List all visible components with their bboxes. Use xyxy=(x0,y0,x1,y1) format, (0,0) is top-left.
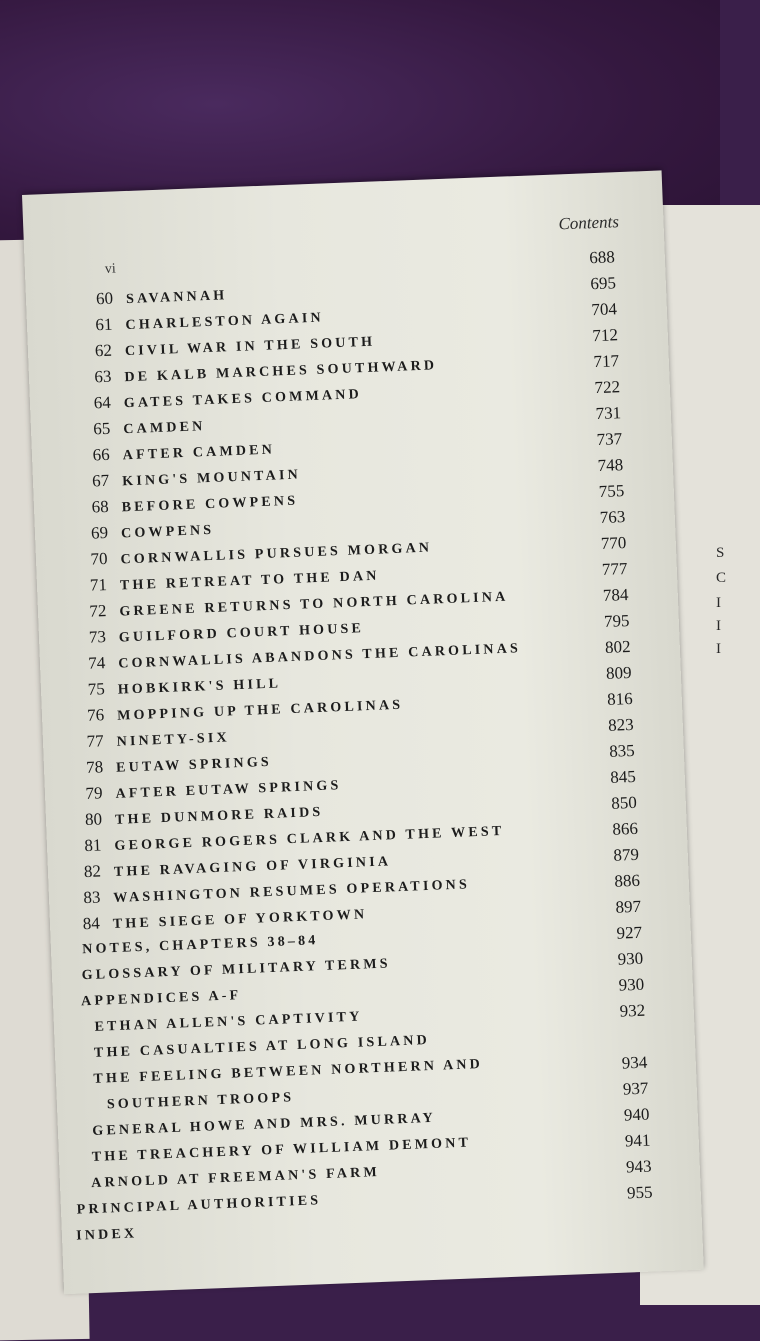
chapter-title: GATES TAKES COMMAND xyxy=(123,387,363,412)
chapter-number: 82 xyxy=(83,861,102,882)
toc-page-number: 802 xyxy=(604,636,631,657)
toc-page-number: 937 xyxy=(622,1078,649,1099)
chapter-title: NINETY-SIX xyxy=(116,730,231,750)
toc-page-number: 927 xyxy=(616,922,643,943)
toc-page-number: 784 xyxy=(602,585,629,605)
chapter-title: GUILFORD COURT HOUSE xyxy=(118,621,365,646)
page-number: vi xyxy=(104,261,117,277)
chapter-number: 68 xyxy=(91,496,109,517)
chapter-number: 74 xyxy=(87,653,106,673)
toc-page-number: 943 xyxy=(625,1156,652,1177)
toc-entry xyxy=(93,415,206,439)
toc-entry xyxy=(107,1088,295,1113)
toc-page-number: 717 xyxy=(593,351,620,372)
chapter-title: AFTER CAMDEN xyxy=(122,442,276,464)
chapter-title: EUTAW SPRINGS xyxy=(115,754,273,776)
toc-entry xyxy=(95,307,324,336)
toc-page-number: 835 xyxy=(608,740,636,761)
toc-page-number: 770 xyxy=(600,533,627,554)
toc-page-number: 695 xyxy=(590,273,617,294)
toc-entry xyxy=(94,1031,431,1062)
chapter-title: BEFORE COWPENS xyxy=(121,493,299,516)
toc-page-number: 795 xyxy=(603,611,630,631)
chapter-number: 60 xyxy=(95,288,114,309)
toc-entry xyxy=(96,284,228,309)
chapter-number: 70 xyxy=(90,548,108,569)
chapter-title: PRINCIPAL AUTHORITIES xyxy=(76,1193,322,1218)
toc-entry xyxy=(76,1224,138,1244)
toc-entry xyxy=(93,383,362,413)
chapter-title: CORNWALLIS PURSUES MORGAN xyxy=(120,540,433,568)
chapter-title: DE KALB MARCHES SOUTHWARD xyxy=(124,358,438,386)
chapter-title: MOPPING UP THE CAROLINAS xyxy=(116,697,404,724)
chapter-number: 79 xyxy=(85,783,103,803)
toc-entry xyxy=(85,801,324,830)
chapter-title: NOTES, CHAPTERS 38–84 xyxy=(81,933,319,958)
toc-entry xyxy=(87,694,404,726)
chapter-title: THE CASUALTIES AT LONG ISLAND xyxy=(93,1032,431,1061)
toc-page-number: 845 xyxy=(609,766,637,787)
toc-page-number: 763 xyxy=(599,507,626,528)
chapter-title: CAMDEN xyxy=(123,419,206,438)
chapter-title: ETHAN ALLEN'S CAPTIVITY xyxy=(94,1009,363,1035)
chapter-title: THE TREACHERY OF WILLIAM DEMONT xyxy=(91,1135,472,1166)
chapter-number: 77 xyxy=(86,731,105,751)
toc-entry xyxy=(94,1008,363,1036)
chapter-title: COWPENS xyxy=(120,522,215,542)
chapter-number: 69 xyxy=(90,522,109,543)
chapter-title: GREENE RETURNS TO NORTH CAROLINA xyxy=(119,589,509,620)
chapter-number: 66 xyxy=(92,444,111,465)
facing-page-letter: C xyxy=(716,570,727,586)
toc-entry xyxy=(86,751,272,778)
toc-page-number: 748 xyxy=(597,455,624,476)
toc-entry xyxy=(82,931,319,958)
chapter-number: 78 xyxy=(85,757,104,777)
toc-entry xyxy=(85,774,342,804)
facing-page-letter: I xyxy=(716,618,721,634)
toc-entry xyxy=(95,331,376,362)
toc-entry xyxy=(91,490,298,518)
toc-page-number: 879 xyxy=(613,844,640,865)
chapter-number: 84 xyxy=(82,913,101,934)
chapter-number: 67 xyxy=(91,470,110,491)
contents-page xyxy=(22,170,704,1294)
toc-page-number: 823 xyxy=(607,714,635,735)
chapter-title: THE DUNMORE RAIDS xyxy=(114,804,324,828)
toc-page-number: 704 xyxy=(591,299,618,320)
toc-page-number: 932 xyxy=(619,1000,646,1021)
toc-entry xyxy=(92,438,275,465)
chapter-title: WASHINGTON RESUMES OPERATIONS xyxy=(113,877,471,907)
chapter-title: AFTER EUTAW SPRINGS xyxy=(115,778,342,802)
toc-entry xyxy=(82,903,367,934)
toc-entry xyxy=(87,672,281,699)
toc-entry xyxy=(91,1163,380,1192)
chapter-title: ARNOLD AT FREEMAN'S FARM xyxy=(91,1164,381,1192)
toc-page-number: 816 xyxy=(606,688,633,709)
toc-page-number: 722 xyxy=(594,377,621,398)
toc-page-number: 940 xyxy=(623,1104,650,1125)
chapter-title: CHARLESTON AGAIN xyxy=(125,310,325,334)
toc-page-number: 737 xyxy=(596,429,623,450)
toc-page-number: 866 xyxy=(612,818,639,839)
chapter-number: 62 xyxy=(94,340,113,361)
chapter-title: THE FEELING BETWEEN NORTHERN AND xyxy=(93,1056,484,1087)
facing-page-letter: I xyxy=(716,595,721,611)
chapter-title: CORNWALLIS ABANDONS THE CAROLINAS xyxy=(118,641,522,672)
chapter-title: CIVIL WAR IN THE SOUTH xyxy=(124,334,376,360)
chapter-number: 64 xyxy=(93,392,112,413)
chapter-number: 75 xyxy=(87,679,106,699)
toc-page-number: 755 xyxy=(598,481,625,502)
toc-page-number: 712 xyxy=(592,325,619,346)
toc-page-number: 941 xyxy=(624,1130,651,1151)
chapter-title: THE SIEGE OF YORKTOWN xyxy=(112,907,368,933)
chapter-title: INDEX xyxy=(75,1226,138,1244)
chapter-title: THE RETREAT TO THE DAN xyxy=(119,568,380,594)
toc-page-number: 930 xyxy=(618,974,645,995)
toc-page-number: 688 xyxy=(588,247,616,268)
toc-page-number: 850 xyxy=(610,792,638,813)
chapter-title: GENERAL HOWE AND MRS. MURRAY xyxy=(92,1110,437,1139)
chapter-title: KING'S MOUNTAIN xyxy=(121,467,302,490)
chapter-title: SOUTHERN TROOPS xyxy=(106,1090,295,1113)
chapter-number: 81 xyxy=(84,835,102,856)
toc-page-number: 777 xyxy=(601,559,628,580)
toc-entry xyxy=(81,954,391,984)
facing-page-letter: S xyxy=(716,545,725,561)
toc-page-number: 934 xyxy=(621,1052,648,1073)
toc-entry xyxy=(89,617,365,648)
toc-entry xyxy=(76,1191,321,1218)
toc-entry xyxy=(92,1109,436,1140)
chapter-number: 63 xyxy=(94,366,112,387)
chapter-title: THE RAVAGING OF VIRGINIA xyxy=(113,854,392,880)
toc-entry xyxy=(86,726,230,751)
chapter-title: HOBKIRK'S HILL xyxy=(117,676,282,698)
toc-page-number: 731 xyxy=(595,403,622,424)
toc-entry xyxy=(91,1133,471,1166)
chapter-number: 71 xyxy=(89,575,108,595)
chapter-number: 80 xyxy=(84,809,103,830)
chapter-title: SAVANNAH xyxy=(125,288,228,308)
toc-entry xyxy=(90,565,380,596)
chapter-number: 72 xyxy=(89,601,107,621)
toc-page-number: 886 xyxy=(614,870,641,891)
chapter-number: 65 xyxy=(92,418,111,439)
chapter-title: GLOSSARY OF MILITARY TERMS xyxy=(81,956,391,984)
page-title: Contents xyxy=(558,212,620,234)
chapter-title: GEORGE ROGERS CLARK AND THE WEST xyxy=(114,823,505,854)
toc-entry xyxy=(93,1055,483,1088)
chapter-number: 76 xyxy=(86,705,105,725)
chapter-number: 73 xyxy=(88,627,107,647)
toc-entry xyxy=(92,464,301,492)
toc-entry xyxy=(81,986,242,1010)
chapter-title: APPENDICES A-F xyxy=(80,988,242,1010)
facing-page-letter: I xyxy=(716,641,721,657)
chapter-number: 83 xyxy=(82,887,101,908)
chapter-number: 61 xyxy=(95,314,113,335)
toc-entry xyxy=(91,519,215,544)
toc-page-number: 897 xyxy=(615,896,642,917)
toc-page-number: 809 xyxy=(605,662,632,683)
toc-page-number: 955 xyxy=(626,1182,653,1203)
toc-page-number: 930 xyxy=(617,948,644,969)
